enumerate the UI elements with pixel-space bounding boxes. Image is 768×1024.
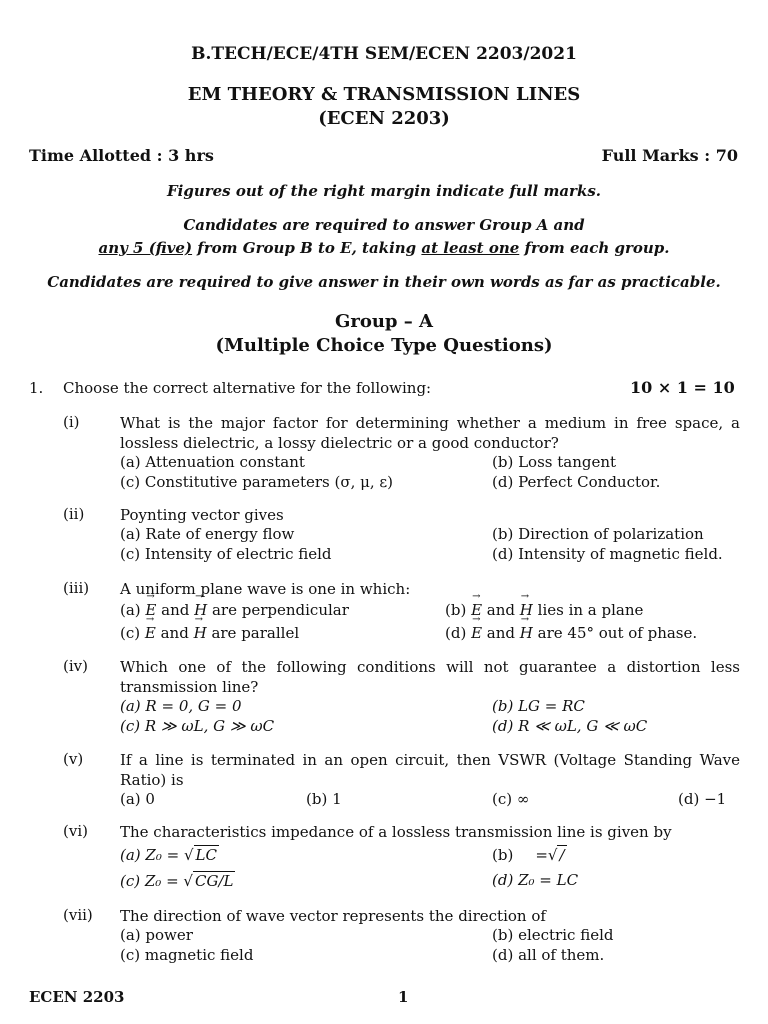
item-v-option-b: (b) 1 (306, 790, 342, 808)
item-vi-option-c (120, 871, 235, 890)
instruction-groups-2 (0, 239, 768, 257)
item-vi-number: (vi) (63, 822, 88, 840)
option-a-tail: are perpendicular (207, 601, 349, 619)
e-vector: → E (471, 601, 482, 619)
item-vi-option-b (492, 845, 567, 864)
instruction-groups-1: Candidates are required to answer Group A and (183, 216, 585, 234)
item-v-number: (v) (63, 750, 84, 768)
item-iii-option-c (120, 624, 299, 642)
item-i-option-a: (a) Attenuation constant (120, 453, 305, 471)
h-vector: → H (520, 601, 533, 619)
item-vi-option-a (120, 845, 219, 864)
item-iv-option-d: (d) R ≪ ωL, G ≪ ωC (492, 717, 648, 735)
option-d-label: (d) (445, 624, 472, 642)
h-vector: → H (194, 601, 207, 619)
item-i-option-d: (d) Perfect Conductor. (492, 473, 661, 491)
radicand: CG/L (194, 872, 234, 890)
instruction-mid-text: from Group B to E, taking (192, 239, 422, 257)
at-least-one-text: at least one (421, 239, 520, 257)
item-ii-option-b: (b) Direction of polarization (492, 525, 704, 543)
option-a-label: (a) Z₀ = (120, 846, 184, 864)
radicand: LC (195, 846, 217, 864)
item-iv-option-c: (c) R ≫ ωL, G ≫ ωC (120, 717, 275, 735)
item-vii-option-b: (b) electric field (492, 926, 614, 944)
item-v-option-a: (a) 0 (120, 790, 155, 808)
item-iv-option-a: (a) R = 0, G = 0 (120, 697, 242, 715)
instruction-own-words: Candidates are required to give answer in their own words as far as practicable. (47, 273, 721, 291)
paper-code: (ECEN 2203) (318, 108, 450, 129)
and-text: and (155, 624, 194, 642)
item-iv-option-b: (b) LG = RC (492, 697, 585, 715)
h-vector: → H (194, 624, 207, 642)
full-marks: Full Marks : 70 (601, 146, 738, 165)
h-vector: → H (520, 624, 533, 642)
item-v-text: If a line is terminated in an open circuit, then VSWR (Voltage Standing Wave Ratio) is (120, 751, 740, 789)
item-vii-text: The direction of wave vector represents the direction of (120, 907, 546, 925)
item-vi-text: The characteristics impedance of a lossless transmission line is given by (120, 823, 672, 841)
option-d-tail: are 45° out of phase. (532, 624, 698, 642)
item-vii-option-c: (c) magnetic field (120, 946, 254, 964)
item-ii-option-a: (a) Rate of energy flow (120, 525, 295, 543)
item-vi-option-d: (d) Z₀ = LC (492, 871, 579, 889)
item-vii-option-a: (a) power (120, 926, 193, 944)
sqrt-icon: √ (547, 846, 558, 864)
page-number: 1 (398, 988, 409, 1006)
group-title: Group – A (334, 311, 434, 332)
item-ii-number: (ii) (63, 505, 85, 523)
item-i-option-c: (c) Constitutive parameters (σ, μ, ε) (120, 473, 394, 491)
item-v-option-c: (c) ∞ (492, 790, 530, 808)
and-text: and (156, 601, 195, 619)
item-iii-number: (iii) (63, 579, 90, 597)
e-vector: → E (145, 624, 156, 642)
item-iii-option-d (445, 624, 697, 642)
question-number: 1. (29, 379, 44, 397)
group-subtitle: (Multiple Choice Type Questions) (215, 335, 553, 356)
course-code-line: B.TECH/ECE/4TH SEM/ECEN 2203/2021 (191, 44, 577, 64)
item-iii-option-a (120, 601, 349, 619)
paper-title: EM THEORY & TRANSMISSION LINES (187, 84, 581, 105)
option-a-label: (a) (120, 601, 146, 619)
radicand: / (559, 846, 565, 864)
e-vector: → E (145, 601, 156, 619)
time-allotted: Time Allotted : 3 hrs (29, 146, 214, 165)
instruction-marks: Figures out of the right margin indicate full marks. (166, 182, 602, 200)
question-text: Choose the correct alternative for the following: (63, 379, 432, 397)
item-vii-number: (vii) (63, 906, 93, 924)
item-ii-option-d: (d) Intensity of magnetic field. (492, 545, 723, 563)
item-i-text: What is the major factor for determining whether a medium in free space, a lossless dielectric, a lossy dielectric or a good conductor? (120, 414, 740, 452)
item-iv-number: (iv) (63, 657, 88, 675)
item-iv-text: Which one of the following conditions will not guarantee a distortion less transmission line? (120, 658, 740, 696)
sqrt-icon: √ (183, 846, 194, 864)
instruction-end-text: from each group. (519, 239, 670, 257)
option-c-tail: are parallel (206, 624, 300, 642)
option-c-label: (c) Z₀ = (120, 872, 184, 890)
item-ii-option-c: (c) Intensity of electric field (120, 545, 332, 563)
option-b-label: (b) (445, 601, 472, 619)
item-vii-option-d: (d) all of them. (492, 946, 605, 964)
equals-sign: = (535, 846, 548, 864)
item-i-number: (i) (63, 413, 80, 431)
sqrt-icon: √ (183, 872, 193, 890)
option-b-tail: lies in a plane (532, 601, 644, 619)
item-i-option-b: (b) Loss tangent (492, 453, 617, 471)
and-text: and (482, 601, 520, 619)
question-marks: 10 × 1 = 10 (630, 378, 735, 397)
item-v-option-d: (d) −1 (678, 790, 727, 808)
footer-course-code: ECEN 2203 (29, 988, 125, 1006)
option-c-label: (c) (120, 624, 145, 642)
e-vector: → E (471, 624, 482, 642)
any-five-text: any 5 (five) (98, 239, 193, 257)
option-b-label: (b) (492, 846, 514, 864)
item-iii-text: A uniform plane wave is one in which: (120, 580, 411, 598)
and-text: and (482, 624, 520, 642)
item-ii-text: Poynting vector gives (120, 506, 284, 524)
